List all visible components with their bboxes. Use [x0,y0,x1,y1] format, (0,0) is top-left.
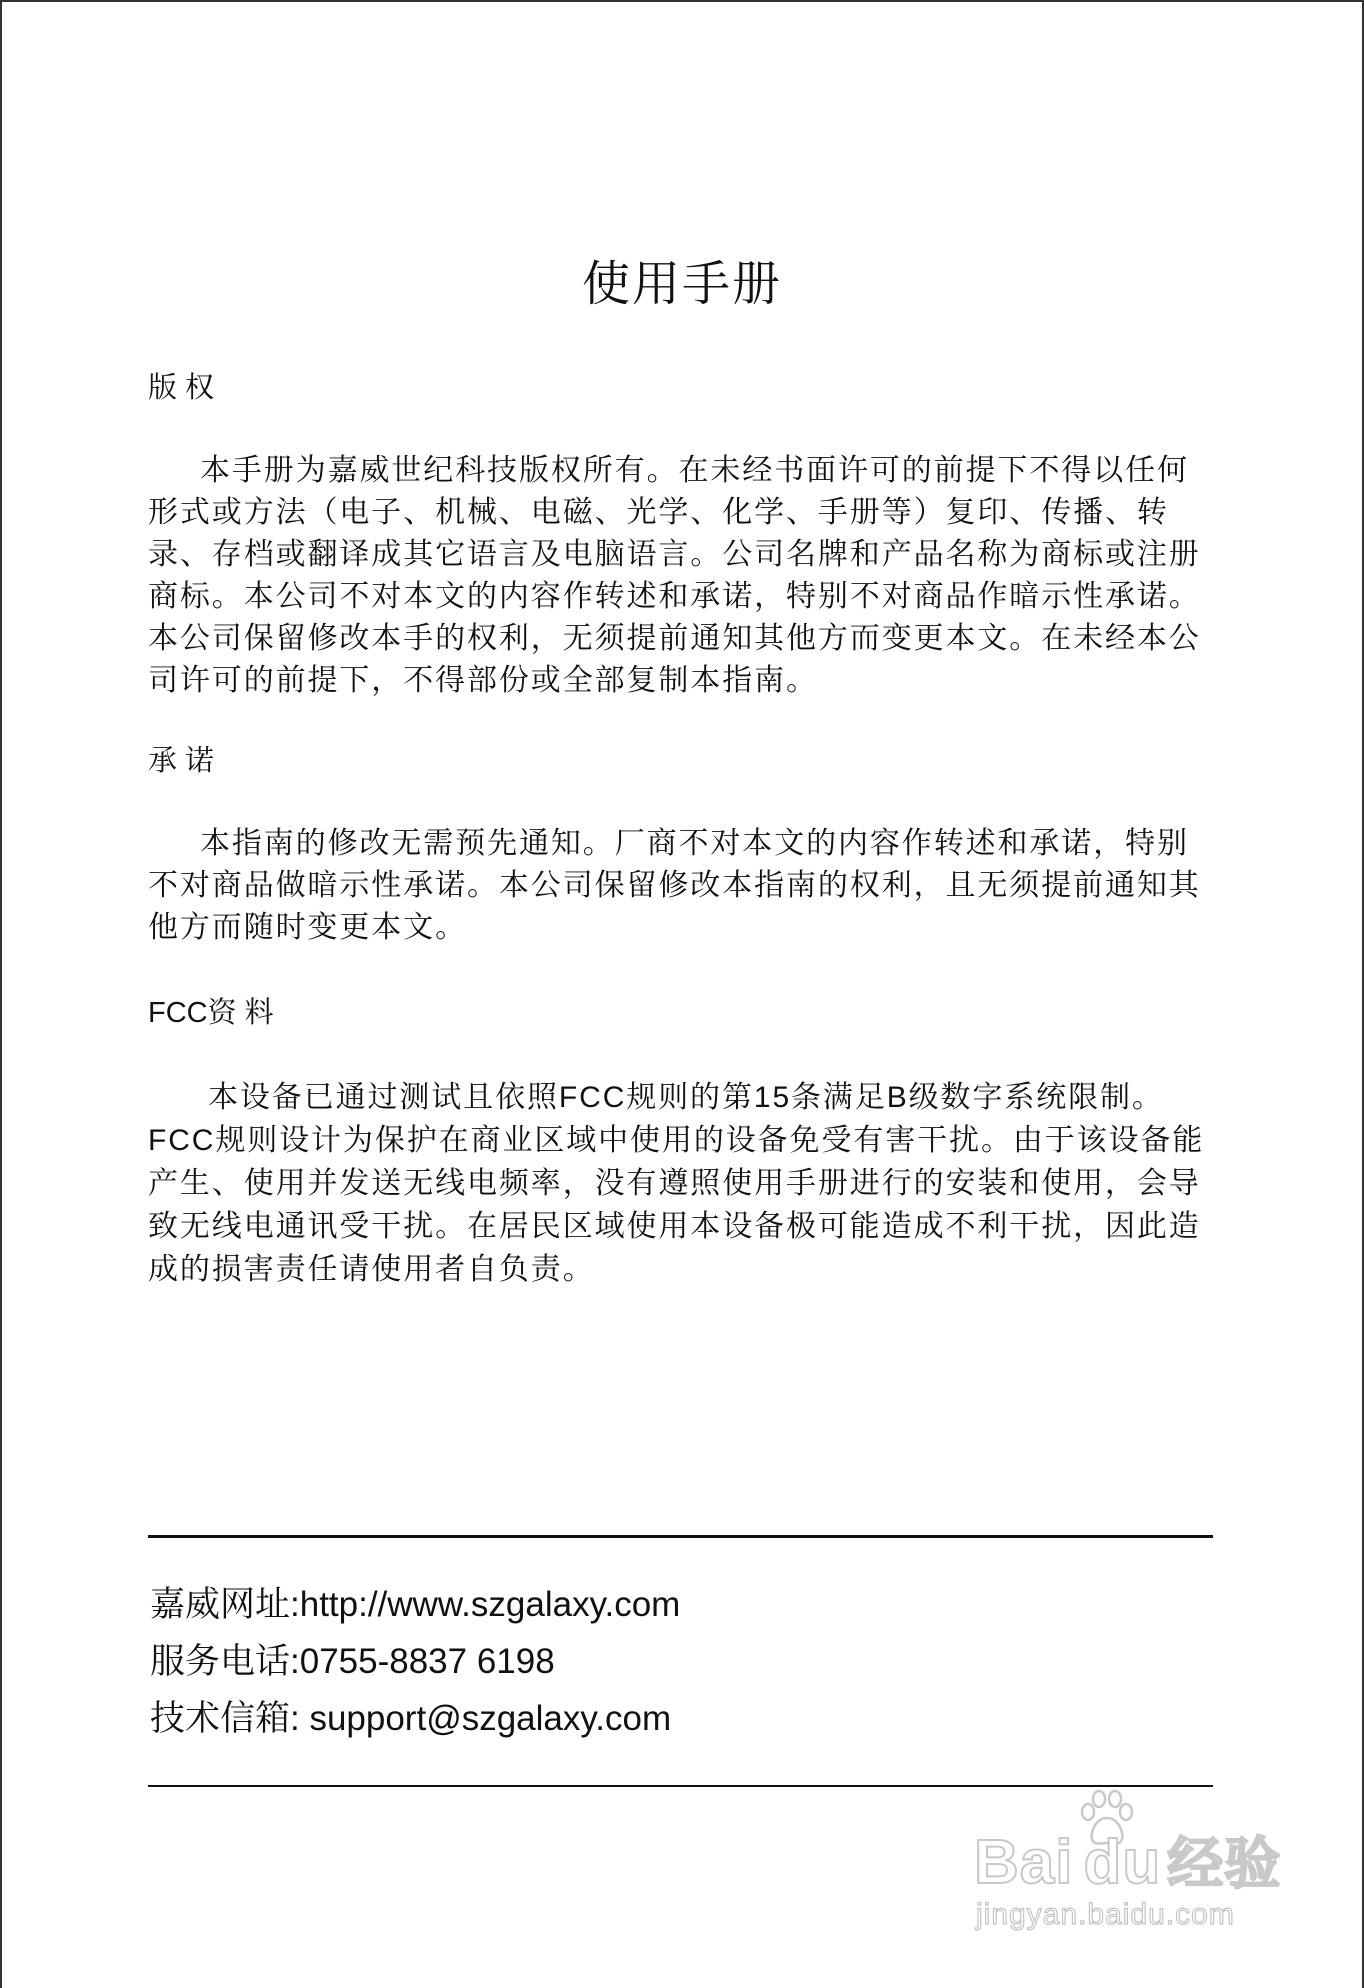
paragraph-line: 司许可的前提下，不得部份或全部复制本指南。 [148,664,818,697]
fcc-paragraph [148,1076,1228,1291]
watermark-url: jingyan.baidu.com [976,1898,1235,1931]
website-line: 嘉威网址:http://www.szgalaxy.com [150,1585,681,1624]
commitment-paragraph [148,823,1228,949]
paragraph-line: 本公司保留修改本手的权利，无须提前通知其他方而变更本文。在未经本公 [148,622,1201,655]
fcc-heading: FCC资 料 [148,997,274,1029]
baidu-watermark [968,1788,1298,1938]
watermark-brand-cn: 经验 [1167,1832,1282,1895]
paragraph-line: 本指南的修改无需预先通知。厂商不对本文的内容作转述和承诺，特别 [200,827,1189,860]
paragraph-line: 录、存档或翻译成其它语言及电脑语言。公司名牌和产品名称为商标或注册 [148,538,1201,571]
top-divider [148,1535,1213,1538]
paragraph-line: 成的损害责任请使用者自负责。 [148,1253,595,1286]
paragraph-line: 本手册为嘉威世纪科技版权所有。在未经书面许可的前提下不得以任何 [200,454,1189,487]
paragraph-line: 致无线电通讯受干扰。在居民区域使用本设备极可能造成不利干扰，因此造 [148,1210,1201,1243]
watermark-brand [974,1828,1281,1898]
paragraph-line: FCC规则设计为保护在商业区域中使用的设备免受有害干扰。由于该设备能 [148,1124,1205,1157]
commitment-heading: 承 诺 [148,745,215,777]
paragraph-line: 不对商品做暗示性承诺。本公司保留修改本指南的权利，且无须提前通知其 [148,869,1201,902]
email-line: 技术信箱: support@szgalaxy.com [150,1699,672,1738]
phone-line: 服务电话:0755-8837 6198 [150,1642,555,1681]
bottom-divider [148,1785,1213,1787]
paragraph-line: 商标。本公司不对本文的内容作转述和承诺，特别不对商品作暗示性承诺。 [148,580,1201,613]
page-title: 使用手册 [581,258,782,311]
copyright-heading: 版 权 [148,372,215,404]
paragraph-line: 形式或方法（电子、机械、电磁、光学、化学、手册等）复印、传播、转 [148,496,1169,529]
contact-block [150,1576,680,1747]
watermark-brand-left: Bai [974,1828,1074,1897]
paragraph-line: 他方而随时变更本文。 [148,911,467,944]
copyright-paragraph [148,450,1228,702]
paragraph-line: 产生、使用并发送无线电频率，没有遵照使用手册进行的安装和使用，会导 [148,1167,1201,1200]
watermark-brand-right: du [1083,1828,1162,1897]
paragraph-line: 本设备已通过测试且依照FCC规则的第15条满足B级数字系统限制。 [208,1081,1164,1114]
